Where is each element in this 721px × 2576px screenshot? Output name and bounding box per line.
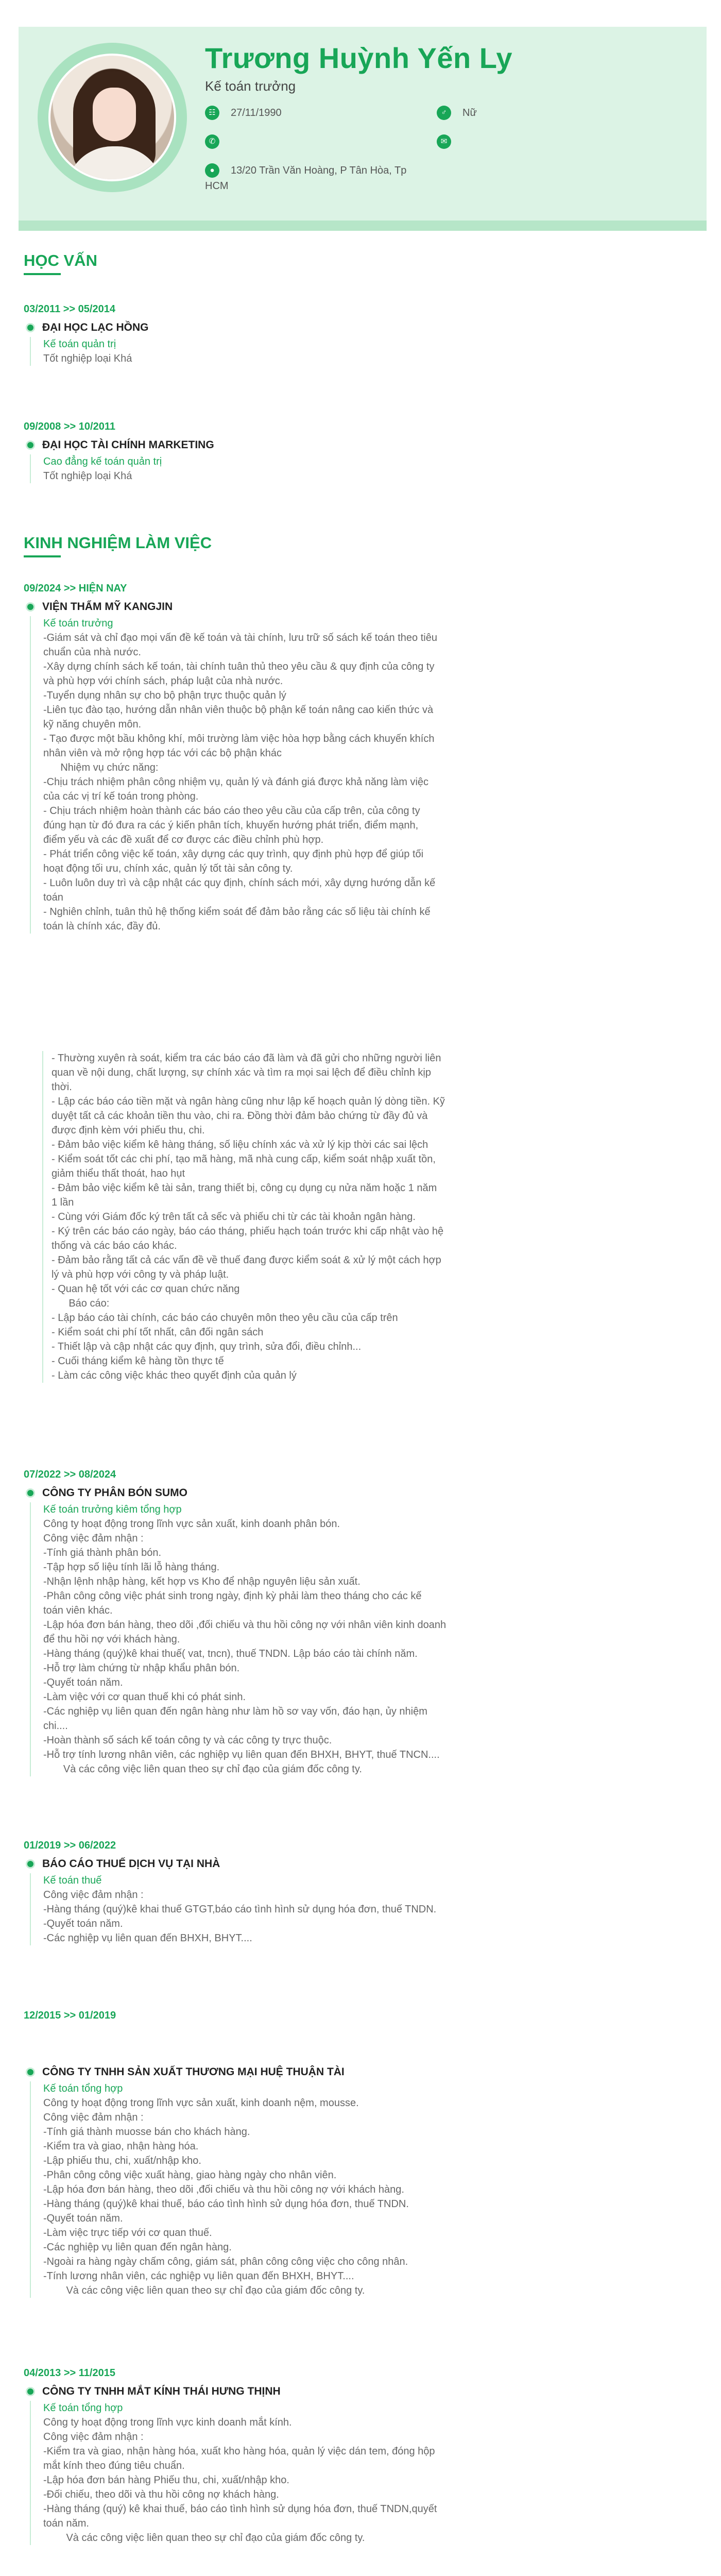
description-line: -Nhận lệnh nhập hàng, kết hợp vs Kho để nhập nguyên liệu sản xuất. [43,1576,360,1587]
description-line: - Phát triển công việc kế toán, xây dựng các quy trình, quy định phù hợp để giúp tối [43,849,424,860]
description-line: Báo cáo: [52,1298,110,1309]
description-line: toán [43,892,63,903]
email-row [437,134,462,149]
description-line: -Hàng tháng (quý)kê khai thuế( vat, tncn), thuế TNDN. Lập báo cáo tài chính năm. [43,1648,418,1659]
description-line: -Phân công công việc phát sinh trong ngày, định kỳ phải làm theo tháng cho các kế [43,1590,422,1602]
description-line: -Liên tục đào tạo, hướng dẫn nhân viên thuộc bộ phận kế toán nâng cao kiến thức và [43,704,434,716]
description-line: Và các công việc liên quan theo sự chỉ đạo của giám đốc công ty. [43,1764,362,1775]
description-line: thống và các báo cáo khác. [52,1240,177,1251]
description-line: điểm yếu và các đề xuất để cơ được các điều chỉnh phù hợp. [43,834,324,845]
description-line: quan về nội dung, chất lượng, sự chính xác và tìm ra mọi sai lệch để điều chỉnh kịp [52,1067,431,1078]
description-line: -Tính giá thành muosse bán cho khách hàng. [43,2126,250,2138]
description-line: toán năm. [43,2518,89,2529]
description-line: - Lập các báo cáo tiền mặt và ngân hàng cũng như lập kế hoạch quản lý dòng tiền. Kỹ [52,1096,445,1107]
description-line: -Phân công công việc xuất hàng, giao hàng ngày cho nhân viên. [43,2170,337,2181]
phone-icon: ✆ [205,134,219,149]
description-line: được định kèm với phiếu thu, chi. [52,1125,205,1136]
description-line: - Làm các công việc khác theo quyết định của quản lý [52,1370,297,1381]
description-line: Và các công việc liên quan theo sự chỉ đạo của giám đốc công ty. [43,2532,365,2544]
description-line: -Tập hợp số liệu tính lãi lỗ hàng tháng. [43,1562,220,1573]
entry-date: 03/2011 >> 05/2014 [24,303,115,315]
school-name: ĐẠI HỌC TÀI CHÍNH MARKETING [42,439,214,451]
calendar-icon: ☷ [205,106,219,120]
description-line: - Quan hệ tốt với các cơ quan chức năng [52,1283,240,1295]
experience-entry [24,581,477,934]
header-stripe [19,221,707,231]
description-line: -Xây dựng chính sách kế toán, tài chính tuân thủ theo yêu cầu & quy định của công ty [43,661,435,672]
description-line: nhân viên và mở rộng hợp tác với các bộ phận khác [43,748,282,759]
description-line: để thu hồi nợ với khách hàng. [43,1634,180,1645]
company-name: CÔNG TY TNHH SẢN XUẤT THƯƠNG MẠI HUỆ THUẬN TÀI [42,2066,345,2078]
entry-date: 12/2015 >> 01/2019 [24,2010,116,2021]
school-name: ĐẠI HỌC LẠC HỒNG [42,321,149,333]
description-line: -Làm việc với cơ quan thuế khi có phát sinh. [43,1691,246,1703]
description-line: -Ngoài ra hàng ngày chấm công, giám sát, phân công công việc cho công nhân. [43,2256,408,2267]
experience-entry [24,2366,477,2545]
description-line: - Thường xuyên rà soát, kiểm tra các báo cáo đã làm và đã gửi cho những người liên [52,1053,441,1064]
experience-entry [24,1467,477,1776]
address-line-1: 13/20 Trần Văn Hoàng, P Tân Hòa, Tp [231,165,407,176]
description-line: -Kiểm tra và giao, nhận hàng hóa. [43,2141,199,2152]
gender-icon: ♂ [437,106,451,120]
description-line: - Lập báo cáo tài chính, các báo cáo chuyên môn theo yêu cầu của cấp trên [52,1312,398,1324]
entry-heading [24,439,477,451]
description-line: -Làm việc trực tiếp với cơ quan thuế. [43,2227,212,2239]
description-line: của các vị trí kế toán trong phòng. [43,791,199,802]
job-role: Kế toán trưởng [43,618,113,629]
description-line: - Đảm bảo việc kiểm kê hàng tháng, số liệu chính xác và xử lý kịp thời các sai lệch [52,1139,428,1150]
company-name: CÔNG TY PHÂN BÓN SUMO [42,1487,187,1499]
avatar-frame [38,43,187,192]
entry-date: 09/2024 >> HIỆN NAY [24,583,127,594]
entry-body [30,454,477,483]
result: Tốt nghiệp loại Khá [43,353,132,364]
result: Tốt nghiệp loại Khá [43,470,132,482]
entry-date: 04/2013 >> 11/2015 [24,2367,115,2379]
education-rule [24,273,61,275]
entry-date: 09/2008 >> 10/2011 [24,421,115,432]
job-description [43,2096,477,2298]
description-line: -Hàng tháng (quý)kê khai thuế GTGT,báo cáo tình hình sử dụng hóa đơn, thuế TNDN. [43,1904,437,1915]
description-line: - Thiết lập và cập nhật các quy định, quy trình, sửa đổi, điều chỉnh... [52,1341,362,1352]
description-line: chuẩn của nhà nước. [43,647,141,658]
experience-title: KINH NGHIỆM LÀM VIỆC [24,534,212,552]
description-line: kỹ năng chuyên môn. [43,719,142,730]
experience-rule [24,555,61,557]
birthday-value: 27/11/1990 [231,107,282,118]
description-line: -Quyết toán năm. [43,1677,123,1688]
description-line: - Ký trên các báo cáo ngày, báo cáo tháng, phiếu hạch toán trước khi cấp nhật vào hệ [52,1226,444,1237]
major: Kế toán quản trị [43,338,116,350]
education-entry [24,419,477,483]
description-line: -Hàng tháng (quý)kê khai thuế, báo cáo tình hình sử dụng hóa đơn, thuế TNDN. [43,2198,409,2210]
entry-date: 01/2019 >> 06/2022 [24,1840,116,1851]
timeline-dot [26,1488,35,1498]
description-line: - Luôn luôn duy trì và cập nhật các quy định, chính sách mới, xây dựng hướng dẫn kế [43,877,436,889]
entry-body [30,337,477,366]
description-line: -Quyết toán năm. [43,2213,123,2224]
description-line: - Nghiên chỉnh, tuân thủ hệ thống kiểm soát để đảm bảo rằng các số liệu tài chính kế [43,906,431,918]
description-line: Công ty hoạt động trong lĩnh vực kinh doanh mắt kính. [43,2417,292,2428]
company-name: BÁO CÁO THUẾ DỊCH VỤ TẠI NHÀ [42,1858,220,1870]
profile-job-title: Kế toán trưởng [205,78,296,94]
description-line: -Tuyển dụng nhân sự cho bộ phận trực thuộc quản lý [43,690,286,701]
birthday-row [205,105,282,121]
description-line: Công việc đảm nhận : [43,1889,144,1901]
job-role: Kế toán tổng hợp [43,2083,123,2094]
gender-row [437,105,477,121]
address-value [205,163,407,194]
timeline-dot [26,1859,35,1869]
experience-entry-dateonly [24,2008,477,2023]
entry-heading [24,1487,477,1499]
description-line: và phù hợp với chính sách, pháp luật của nhà nước. [43,675,283,687]
entry-heading [24,321,477,334]
description-line: -Hỗ trợ làm chứng từ nhập khẩu phân bón. [43,1663,240,1674]
entry-heading [24,2385,477,2398]
entry-body [30,616,477,934]
description-line: Nhiệm vụ chức năng: [43,762,159,773]
description-line: chi.... [43,1720,68,1732]
description-line: Công việc đảm nhận : [43,2431,144,2443]
location-icon: ● [205,163,219,178]
description-line: - Chịu trách nhiệm hoàn thành các báo cáo theo yêu cầu của cấp trên, của công ty [43,805,420,817]
description-line: -Các nghiệp vụ liên quan đến ngân hàng như làm hồ sơ vay vốn, đáo hạn, ủy nhiệm [43,1706,427,1717]
description-line: lý và phù hợp với công ty và pháp luật. [52,1269,229,1280]
education-title: HỌC VẤN [24,251,97,269]
description-line: -Quyết toán năm. [43,1918,123,1929]
description-line: - Cuối tháng kiểm kê hàng tồn thực tế [52,1355,224,1367]
description-line: toán viên khác. [43,1605,113,1616]
job-role: Kế toán trưởng kiêm tổng hợp [43,1504,182,1515]
timeline-dot [26,323,35,332]
email-icon: ✉ [437,134,451,149]
description-line: -Hỗ trợ tính lương nhân viên, các nghiệp vụ liên quan đến BHXH, BHYT, thuế TNCN.... [43,1749,440,1760]
job-description [43,631,477,934]
description-line: -Hàng tháng (quý) kê khai thuế, báo cáo tình hình sử dụng hóa đơn, thuế TNDN,quyết [43,2503,437,2515]
timeline-dot [26,2067,35,2077]
description-line: đúng hạn từ đó đưa ra các ý kiến phân tích, khuyến hướng phát triển, điểm mạnh, [43,820,419,831]
job-role: Kế toán tổng hợp [43,2402,123,2414]
description-line: -Các nghiệp vụ liên quan đến ngân hàng. [43,2242,232,2253]
description-line: -Hoàn thành số sách kế toán công ty và các công ty trực thuộc. [43,1735,332,1746]
address-row [205,163,432,194]
description-line: -Giám sát và chỉ đạo mọi vấn đề kế toán và tài chính, lưu trữ số sách kế toán theo tiêu [43,632,437,643]
description-line: Công ty hoạt động trong lĩnh vực sản xuất, kinh doanh nệm, mousse. [43,2097,359,2109]
description-line: Công việc đảm nhận : [43,2112,144,2123]
job-description-continued [42,1051,475,1383]
description-line: - Đảm bảo rằng tất cả các vấn đề về thuế đang được kiểm soát & xử lý một cách hợp [52,1255,441,1266]
description-line: -Tính giá thành phân bón. [43,1547,162,1558]
description-line: - Đảm bảo việc kiểm kê tài sản, trang thiết bị, công cụ dụng cụ nửa năm hoặc 1 năm [52,1182,437,1194]
description-line: mắt kính theo đúng tiêu chuẩn. [43,2460,185,2471]
major: Cao đẳng kế toán quản trị [43,456,162,467]
description-line: thời. [52,1081,72,1093]
description-line: -Chịu trách nhiệm phân công nhiệm vụ, quản lý và đánh giá được khả năng làm việc [43,776,429,788]
description-line: toán là chính xác, đầy đủ. [43,921,161,932]
description-line: -Kiểm tra và giao, nhận hàng hóa, xuất kho hàng hóa, quản lý việc dán tem, đóng hộp [43,2446,435,2457]
avatar [48,54,176,181]
entry-heading [24,1858,477,1870]
avatar-face [93,88,136,141]
entry-body [30,1873,477,1945]
description-line: 1 lần [52,1197,74,1208]
timeline-dot [26,440,35,450]
description-line: Và các công việc liên quan theo sự chỉ đạo của giám đốc công ty. [43,2285,365,2296]
gender-value: Nữ [462,107,477,118]
description-line: -Tính lương nhân viên, các nghiệp vụ liên quan đến BHXH, BHYT.... [43,2270,354,2282]
entry-body [30,2401,477,2545]
description-line: -Lập hóa đơn bán hàng, theo dõi ,đối chiếu và thu hồi công nợ với nhân viên kinh doanh [43,1619,447,1631]
address-line-2: HCM [205,180,229,192]
education-entry [24,302,477,366]
company-name: VIỆN THẨM MỸ KANGJIN [42,601,173,613]
experience-entry [24,2061,477,2298]
company-name: CÔNG TY TNHH MẮT KÍNH THÁI HƯNG THỊNH [42,2385,281,2397]
job-description [43,1888,477,1945]
description-line: - Tạo được một bầu không khí, môi trường làm việc hòa hợp bằng cách khuyến khích [43,733,435,744]
entry-heading [24,2066,477,2078]
description-line: hoạt động tối ưu, chính xác, quản lý tốt tài sản công ty. [43,863,293,874]
description-line: -Lập hóa đơn bán hàng, theo dõi ,đối chiếu và thu hồi công nợ với khách hàng. [43,2184,404,2195]
job-role: Kế toán thuế [43,1875,102,1886]
description-line: giảm thiểu thất thoát, hao hụt [52,1168,185,1179]
job-description [43,2415,477,2545]
description-line: -Các nghiệp vụ liên quan đến BHXH, BHYT.... [43,1933,252,1944]
description-line: -Đối chiếu, theo dõi và thu hồi công nợ khách hàng. [43,2489,279,2500]
description-line: - Cùng với Giám đốc ký trên tất cả sếc và phiếu chi từ các tài khoản ngân hàng. [52,1211,416,1223]
description-line: -Lập hóa đơn bán hàng Phiếu thu, chi, xuất/nhập kho. [43,2475,289,2486]
description-line: - Kiểm soát chi phí tốt nhất, cân đối ngân sách [52,1327,264,1338]
description-line: -Lập phiếu thu, chi, xuất/nhập kho. [43,2155,201,2166]
job-description [43,1517,477,1776]
entry-date: 07/2022 >> 08/2024 [24,1469,116,1480]
timeline-dot [26,2387,35,2396]
entry-heading [24,601,477,613]
profile-name: Trương Huỳnh Yến Ly [205,42,513,74]
description-line: duyệt tất cả các khoản tiền thu vào, chi ra. Đồng thời đảm bảo chứng từ đầy đủ và [52,1110,428,1122]
description-line: - Kiểm soát tốt các chi phí, tạo mã hàng, mã nhà cung cấp, kiểm soát nhập xuất tồn, [52,1154,436,1165]
entry-body [30,2081,477,2298]
phone-row [205,134,231,149]
description-line: Công ty hoạt động trong lĩnh vực sản xuất, kinh doanh phân bón. [43,1518,340,1530]
description-line: Công việc đảm nhận : [43,1533,144,1544]
timeline-dot [26,602,35,612]
entry-body [30,1502,477,1776]
experience-entry [24,1838,477,1945]
